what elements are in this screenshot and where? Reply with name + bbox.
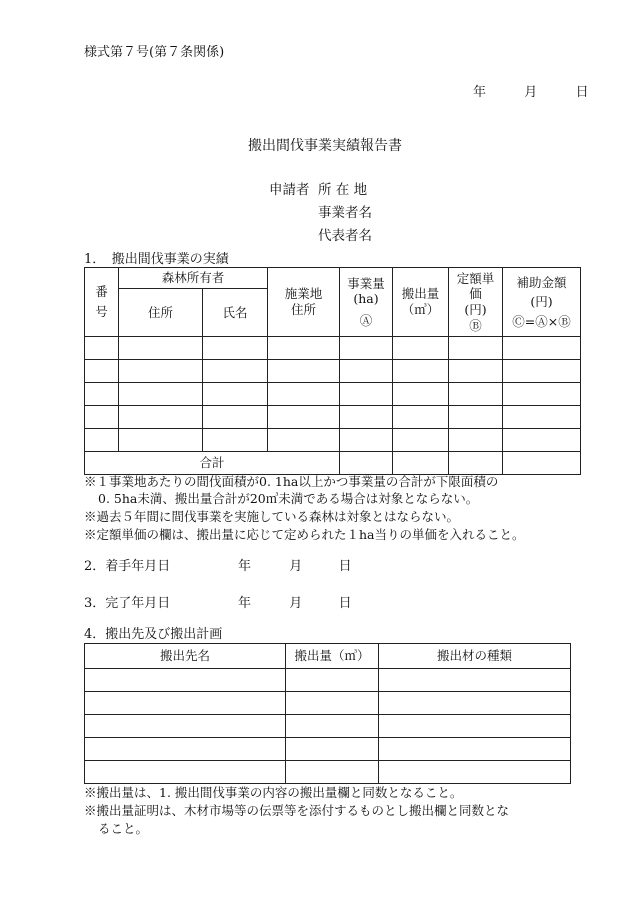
table-cell[interactable] (340, 383, 393, 406)
table-cell[interactable] (379, 669, 571, 692)
section1-note-2: ※過去５年間に間伐事業を実施している森林は対象とはならない。 (84, 509, 460, 524)
table-cell[interactable] (449, 383, 503, 406)
section1-note-3: ※定額単価の欄は、搬出量に応じて定められた１ha当りの単価を入れること。 (84, 527, 525, 542)
table-cell[interactable] (203, 406, 268, 429)
section4-note-2: ※搬出量証明は、木材市場等の伝票等を添付するものとし搬出欄と同数とな (84, 803, 510, 818)
table-cell[interactable] (85, 406, 119, 429)
table-cell[interactable] (379, 692, 571, 715)
results-table (84, 267, 581, 475)
table-row (85, 383, 581, 406)
table-cell[interactable] (85, 669, 286, 692)
table-cell[interactable] (85, 360, 119, 383)
table-cell[interactable] (268, 383, 340, 406)
document-title: 搬出間伐事業実績報告書 (248, 138, 402, 154)
section2-heading: 2．着手年月日 (84, 559, 171, 574)
table-cell[interactable] (340, 360, 393, 383)
header-number: 番号 (85, 268, 119, 337)
form-label: 様式第７号(第７条関係) (84, 45, 225, 60)
start-year-label: 年 (238, 559, 252, 574)
submission-date (473, 86, 589, 99)
table-row (85, 715, 571, 738)
total-volume-cell[interactable] (340, 452, 393, 475)
date-day-label: 日 (575, 85, 589, 100)
section1-heading: 1． 搬出間伐事業の実績 (84, 252, 229, 267)
table-cell[interactable] (503, 429, 581, 452)
table-cell[interactable] (340, 337, 393, 360)
total-output-cell[interactable] (393, 452, 449, 475)
header-unit-price: 定額単 価 (円) Ⓑ (449, 268, 503, 337)
representative-name-label: 代表者名 (318, 228, 372, 244)
table-cell[interactable] (379, 738, 571, 761)
table-cell[interactable] (340, 406, 393, 429)
table-cell[interactable] (340, 429, 393, 452)
start-day-label: 日 (338, 559, 352, 574)
table-cell[interactable] (119, 383, 203, 406)
table-cell[interactable] (286, 761, 379, 784)
table-cell[interactable] (119, 406, 203, 429)
header-transport-output: 搬出量（㎥） (286, 644, 379, 669)
start-month-label: 月 (289, 559, 303, 574)
total-label: 合計 (85, 452, 340, 475)
table-cell[interactable] (268, 406, 340, 429)
table-cell[interactable] (268, 360, 340, 383)
table-row (85, 360, 581, 383)
date-year-label: 年 (473, 85, 487, 100)
table-cell[interactable] (393, 406, 449, 429)
header-subsidy: 補助金額 (円) Ⓒ=Ⓐ×Ⓑ (503, 268, 581, 337)
header-owner-address: 住所 (119, 289, 203, 337)
section4-note-1: ※搬出量は、1. 搬出間伐事業の内容の搬出量欄と同数となること。 (84, 785, 463, 800)
table-cell[interactable] (449, 360, 503, 383)
table-cell[interactable] (85, 761, 286, 784)
table-cell[interactable] (203, 429, 268, 452)
table-cell[interactable] (286, 692, 379, 715)
table-cell[interactable] (379, 715, 571, 738)
table-row (85, 761, 571, 784)
table-cell[interactable] (85, 429, 119, 452)
table-cell[interactable] (85, 337, 119, 360)
table-row (85, 406, 581, 429)
table-cell[interactable] (85, 715, 286, 738)
section3-heading: 3．完了年月日 (84, 596, 171, 611)
table-cell[interactable] (503, 337, 581, 360)
transport-plan-table (84, 643, 571, 784)
table-cell[interactable] (503, 360, 581, 383)
table-cell[interactable] (503, 383, 581, 406)
table-cell[interactable] (203, 360, 268, 383)
completion-month-label: 月 (289, 596, 303, 611)
table-cell[interactable] (449, 337, 503, 360)
header-destination: 搬出先名 (85, 644, 286, 669)
table-row (85, 429, 581, 452)
table-row (85, 692, 571, 715)
table-cell[interactable] (393, 360, 449, 383)
header-material-type: 搬出材の種類 (379, 644, 571, 669)
table-cell[interactable] (268, 429, 340, 452)
start-date-fields (238, 560, 352, 573)
table-cell[interactable] (268, 337, 340, 360)
table-cell[interactable] (379, 761, 571, 784)
header-forest-owner: 森林所有者 (119, 268, 268, 289)
header-site-address: 施業地 住所 (268, 268, 340, 337)
table-row (85, 738, 571, 761)
header-volume: 事業量 (ha) Ⓐ (340, 268, 393, 337)
table-row (85, 337, 581, 360)
total-row (85, 452, 581, 475)
table-cell[interactable] (203, 337, 268, 360)
completion-year-label: 年 (238, 596, 252, 611)
completion-day-label: 日 (338, 596, 352, 611)
table-cell[interactable] (119, 429, 203, 452)
section4-note-2-cont: ること。 (98, 821, 149, 836)
table-cell[interactable] (449, 429, 503, 452)
table-cell[interactable] (119, 337, 203, 360)
completion-date-fields (238, 597, 352, 610)
section1-note-1-cont: 0. 5ha未満、搬出量合計が20㎥未満である場合は対象とならない。 (98, 491, 479, 506)
total-subsidy-cell[interactable] (503, 452, 581, 475)
table-cell[interactable] (393, 429, 449, 452)
table-cell[interactable] (119, 360, 203, 383)
table-cell[interactable] (85, 738, 286, 761)
table-cell[interactable] (85, 383, 119, 406)
table-cell[interactable] (203, 383, 268, 406)
table-cell[interactable] (85, 692, 286, 715)
address-label: 所 在 地 (318, 182, 368, 198)
header-output: 搬出量 （㎥） (393, 268, 449, 337)
operator-name-label: 事業者名 (318, 205, 372, 221)
section4-heading: 4．搬出先及び搬出計画 (84, 627, 223, 642)
table-cell[interactable] (393, 337, 449, 360)
table-cell[interactable] (449, 406, 503, 429)
section1-note-1: ※１事業地あたりの間伐面積が0. 1ha以上かつ事業量の合計が下限面積の (84, 474, 499, 489)
header-owner-name: 氏名 (203, 289, 268, 337)
total-unit-price-cell[interactable] (449, 452, 503, 475)
table-cell[interactable] (286, 738, 379, 761)
applicant-label: 申請者 (269, 182, 310, 198)
table-cell[interactable] (286, 715, 379, 738)
date-month-label: 月 (524, 85, 538, 100)
table-cell[interactable] (286, 669, 379, 692)
table-cell[interactable] (503, 406, 581, 429)
table-cell[interactable] (393, 383, 449, 406)
table-row (85, 669, 571, 692)
